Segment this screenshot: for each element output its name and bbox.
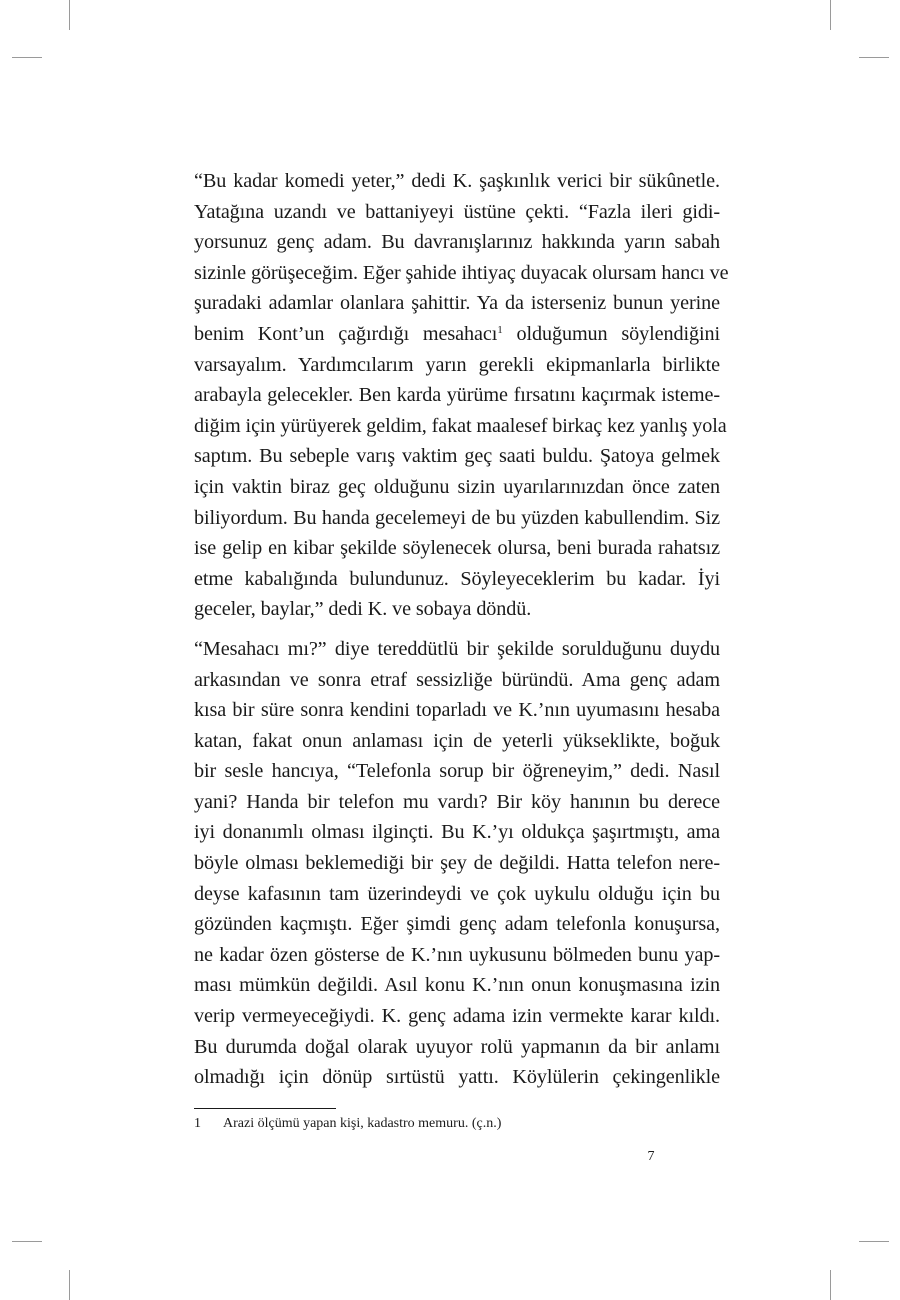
- crop-mark-top-left: [69, 0, 70, 30]
- text-line: etme kabalığında bulundunuz. Söyleyeceklerim bu kadar. İyi: [194, 567, 720, 590]
- text-line: yani? Handa bir telefon mu vardı? Bir köy hanının bu derece: [194, 790, 720, 813]
- text-line: bir sesle hancıya, “Telefonla sorup bir öğreneyim,” dedi. Nasıl: [194, 760, 720, 783]
- text-line: böyle olması beklemediği bir şey de değildi. Hatta telefon nere-: [194, 852, 720, 875]
- crop-mark-bottom-right: [830, 1270, 831, 1300]
- text-line-with-footnote-ref: [194, 319, 720, 350]
- text-line: için vaktin biraz geç olduğunu sizin uyarılarınızdan önce zaten: [194, 475, 720, 498]
- text-segment: olduğumun söylendiğini: [502, 322, 720, 345]
- text-line: “Bu kadar komedi yeter,” dedi K. şaşkınlık verici bir sükûnetle.: [194, 170, 720, 192]
- crop-mark-right-top: [859, 57, 889, 58]
- text-line: saptım. Bu sebeple varış vaktim geç saati buldu. Şatoya gelmek: [194, 445, 720, 468]
- text-line: deyse kafasının tam üzerindeydi ve çok uykulu olduğu için bu: [194, 882, 720, 905]
- text-line: Bu durumda doğal olarak uyuyor rolü yapmanın da bir anlamı: [194, 1035, 720, 1058]
- text-line: ne kadar özen gösterse de K.’nın uykusunu bölmeden bunu yap-: [194, 943, 720, 966]
- text-line: iyi donanımlı olması ilginçti. Bu K.’yı oldukça şaşırtmıştı, ama: [194, 821, 720, 844]
- text-line: olmadığı için dönüp sırtüstü yattı. Köylülerin çekingenlikle: [194, 1066, 720, 1089]
- text-line: varsayalım. Yardımcılarım yarın gerekli ekipmanlarla birlikte: [194, 353, 720, 376]
- paragraph: [194, 166, 729, 625]
- text-line: Yatağına uzandı ve battaniyeyi üstüne çekti. “Fazla ileri gidi-: [194, 200, 720, 223]
- footnote-number: 1: [194, 1116, 201, 1131]
- text-line: geceler, baylar,” dedi K. ve sobaya döndü.: [194, 598, 532, 621]
- text-line: arabayla gelecekler. Ben karda yürüme fırsatını kaçırmak isteme-: [194, 384, 720, 407]
- text-line: yorsunuz genç adam. Bu davranışlarınız hakkında yarın sabah: [194, 231, 720, 254]
- footnote: [194, 1115, 720, 1133]
- text-line: biliyordum. Bu handa gecelemeyi de bu yüzden kabullendim. Siz: [194, 506, 720, 529]
- crop-mark-left-bottom: [12, 1241, 42, 1242]
- body-text: [194, 166, 729, 1093]
- text-line: arkasından ve sonra etraf sessizliğe büründü. Ama genç adam: [194, 668, 720, 691]
- crop-mark-bottom-left: [69, 1270, 70, 1300]
- text-line: ise gelip en kibar şekilde söylenecek olursa, beni burada rahatsız: [194, 537, 720, 560]
- text-line: diğim için yürüyerek geldim, fakat maalesef birkaç kez yanlış yola: [194, 414, 727, 437]
- text-line: verip vermeyeceğiydi. K. genç adama izin vermekte karar kıldı.: [194, 1005, 720, 1028]
- text-line: gözünden kaçmıştı. Eğer şimdi genç adam telefonla konuşursa,: [194, 913, 720, 936]
- page-number: 7: [647, 1149, 655, 1164]
- crop-mark-top-right: [830, 0, 831, 30]
- text-line: katan, fakat onun anlaması için de yeterli yükseklikte, boğuk: [194, 729, 720, 752]
- text-segment: benim Kont’un çağırdığı mesahacı: [194, 322, 498, 345]
- text-line: “Mesahacı mı?” diye tereddütlü bir şekilde sorulduğunu duydu: [194, 637, 720, 660]
- paragraph-spacer: [194, 625, 720, 634]
- text-line: ması mümkün değildi. Asıl konu K.’nın onun konuşmasına izin: [194, 974, 720, 997]
- footnote-reference: 1: [497, 323, 503, 336]
- footnote-text: Arazi ölçümü yapan kişi, kadastro memuru. (ç.n.): [223, 1116, 502, 1131]
- text-line: sizinle görüşeceğim. Eğer şahide ihtiyaç duyacak olursam hancı ve: [194, 261, 729, 284]
- text-line: şuradaki adamlar olanlara şahittir. Ya da isterseniz bunun yerine: [194, 292, 720, 315]
- text-line: kısa bir süre sonra kendini toparladı ve K.’nın uyumasını hesaba: [194, 699, 720, 722]
- crop-mark-right-bottom: [859, 1241, 889, 1242]
- footnote-divider: [194, 1108, 336, 1109]
- paragraph: [194, 634, 720, 1093]
- crop-mark-left-top: [12, 57, 42, 58]
